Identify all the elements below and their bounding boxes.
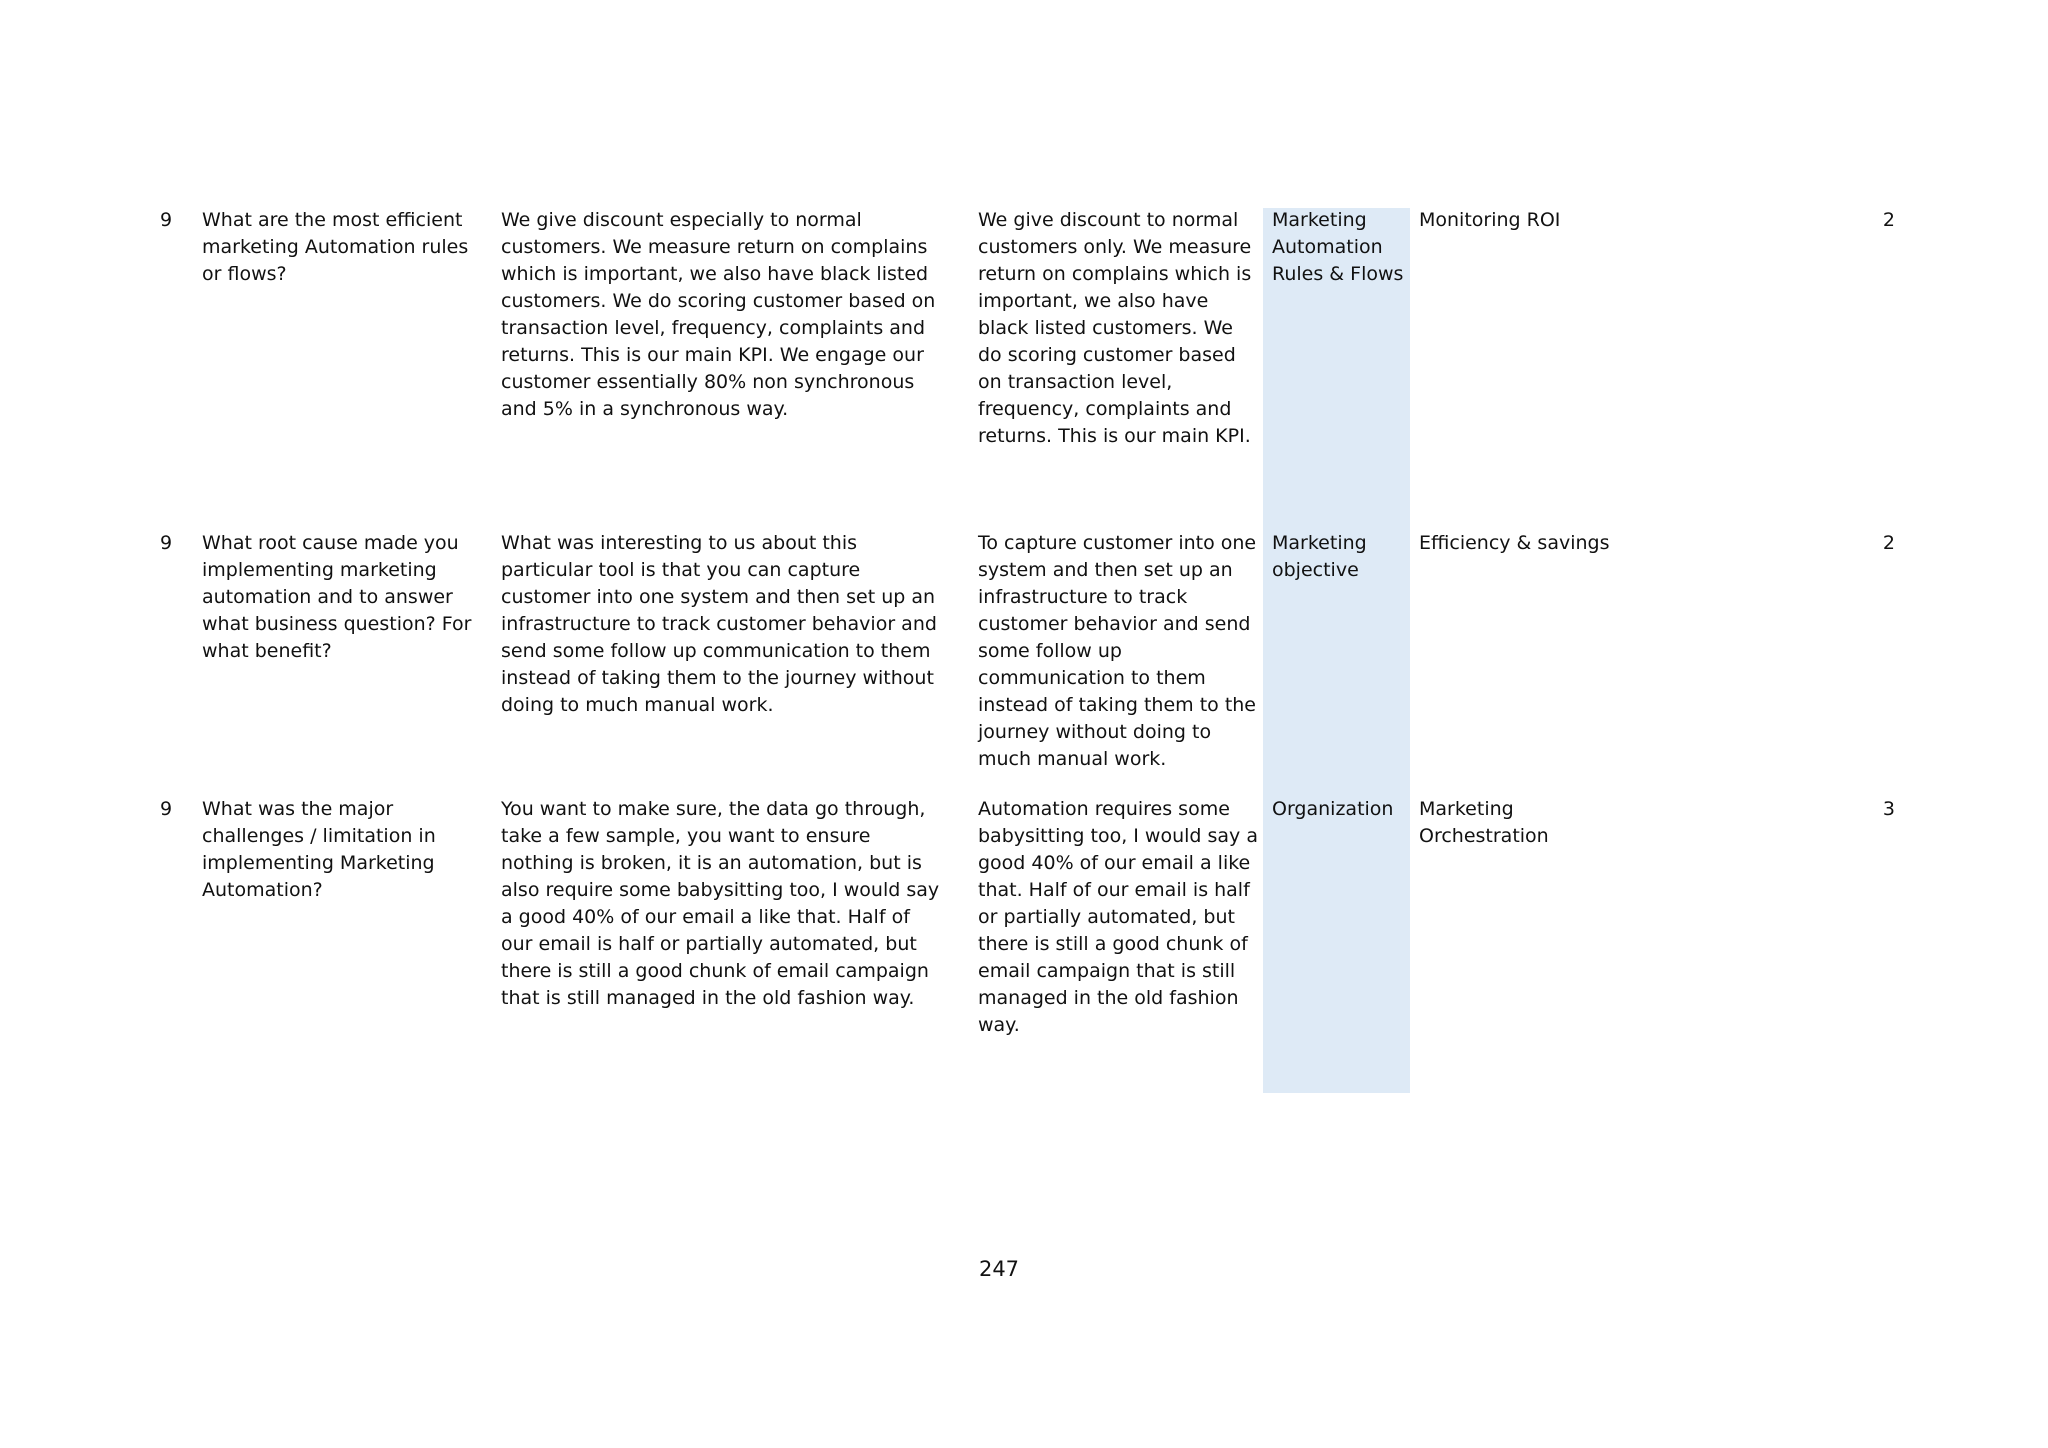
row-number: 9 <box>160 798 173 820</box>
score-cell: 3 <box>1882 798 1895 820</box>
score-cell: 2 <box>1882 532 1895 554</box>
category-cell: Organization <box>1272 798 1394 820</box>
question-cell: What are the most efficient marketing Automation rules or flows? <box>202 209 469 285</box>
question-cell: What was the major challenges / limitation in implementing Marketing Automation? <box>202 798 436 901</box>
row-number: 9 <box>160 209 173 231</box>
score-cell: 2 <box>1882 209 1895 231</box>
summary-cell: We give discount to normal customers only. We measure return on complains which is important, we also have black listed customers. We do scoring customer based on transaction level, frequency, complaints and returns. This is our main KPI. <box>978 209 1252 447</box>
answer-cell: We give discount especially to normal customers. We measure return on complains which is important, we also have black listed customers. We do scoring customer based on transaction level, frequency, complaints and returns. This is our main KPI. We engage our customer essentially 80% non synchronous and 5% in a synchronous way. <box>501 209 936 420</box>
theme-cell: Monitoring ROI <box>1419 209 1561 231</box>
summary-cell: To capture customer into one system and then set up an infrastructure to track customer behavior and send some follow up communication to them instead of taking them to the journey without doing to much manual work. <box>978 532 1257 770</box>
question-cell: What root cause made you implementing marketing automation and to answer what business question? For what benefit? <box>202 532 472 662</box>
page-number: 247 <box>978 1257 1020 1281</box>
category-column-highlight <box>1263 208 1410 1093</box>
theme-cell: Efficiency & savings <box>1419 532 1610 554</box>
category-cell: Marketing objective <box>1272 532 1367 581</box>
summary-cell: Automation requires some babysitting too, I would say a good 40% of our email a like that. Half of our email is half or partially automated, but there is still a good chunk of email campaign that is still managed in the old fashion way. <box>978 798 1258 1036</box>
answer-cell: You want to make sure, the data go through, take a few sample, you want to ensure nothing is broken, it is an automation, but is also require some babysitting too, I would say a good 40% of our email a like that. Half of our email is half or partially automated, but there is still a good chunk of email campaign that is still managed in the old fashion way. <box>501 798 940 1009</box>
answer-cell: What was interesting to us about this particular tool is that you can capture customer into one system and then set up an infrastructure to track customer behavior and send some follow up communication to them instead of taking them to the journey without doing to much manual work. <box>501 532 937 716</box>
category-cell: Marketing Automation Rules & Flows <box>1272 209 1404 285</box>
row-number: 9 <box>160 532 173 554</box>
theme-cell: Marketing Orchestration <box>1419 798 1549 847</box>
